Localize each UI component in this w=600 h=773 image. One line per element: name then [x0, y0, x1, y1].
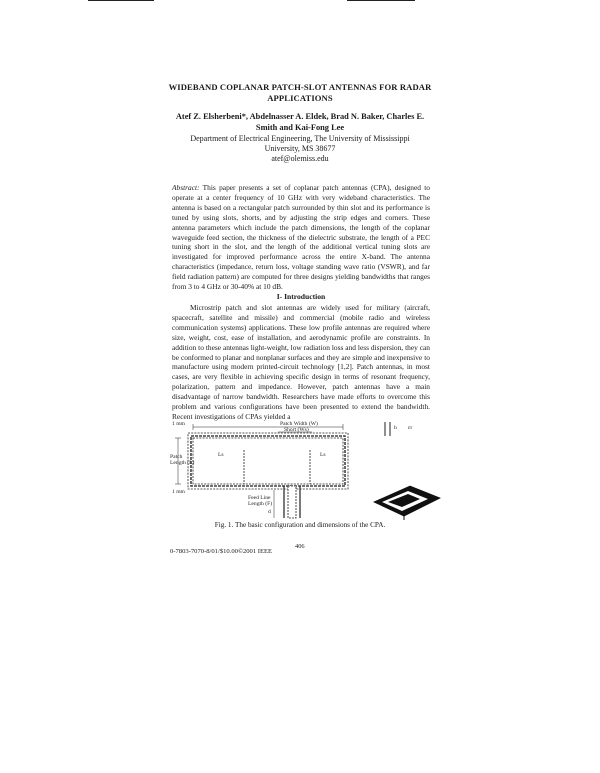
label-ls-right: Ls: [320, 452, 326, 458]
label-feed-2: Length (F): [248, 501, 273, 507]
figure-caption: Fig. 1. The basic configuration and dimensions of the CPA.: [214, 521, 386, 529]
label-feed-1: Feed Line: [248, 495, 271, 501]
section-heading-introduction: I- Introduction: [276, 292, 326, 301]
label-patch-width: Patch Width (W): [280, 421, 318, 427]
department: Department of Electrical Engineering, The University of Mississippi: [190, 134, 410, 143]
authors-line-1: Atef Z. Elsherbeni*, Abdelnasser A. Eldek, Brad N. Baker, Charles E.: [175, 112, 425, 121]
top-rule-left: [88, 0, 154, 1]
abstract: [172, 183, 430, 292]
authors-line-2: Smith and Kai-Fong Lee: [255, 122, 345, 132]
label-patch-length-2: Length (L): [170, 460, 195, 466]
title-line-2: APPLICATIONS: [267, 93, 333, 103]
title-line-1: WIDEBAND COPLANAR PATCH-SLOT ANTENNAS FOR RADAR: [168, 82, 432, 92]
abstract-text: This paper presents a set of coplanar patch antennas (CPA), designed to operate at a center frequency of 10 GHz with very wideband characteristics. The antenna is based on a rectangular patch surrounded by thin slot and its performance is tuned by using slots, shorts, and by adjusting the strip edges and corners. These antenna parameters which include the patch dimensions, the length of the coplanar waveguide feed section, the thickness of the dielectric substrate, the length of a PEC tuning short in the slot, and the length of the additional vertical tuning slots are investigated for improved performance across the entire X-band. The antenna characteristics (impedance, return loss, voltage standing wave ratio (VSWR), and far field radiation pattern) are computed for three designs yielding bandwidths that ranges from 3 to 4 GHz or 30-40% at 10 dB.: [172, 183, 430, 292]
label-short-ws: Short (Ws): [284, 427, 309, 433]
paper-title: [150, 82, 450, 104]
cpa-antenna-drawing: [175, 422, 390, 518]
city: University, MS 38677: [264, 144, 336, 153]
label-ls-left: Ls: [218, 452, 224, 458]
email: atef@olemiss.edu: [271, 154, 329, 163]
cpa-3d-inset: [374, 486, 440, 520]
label-slot-top: 1 mm: [172, 421, 185, 427]
label-d: d: [268, 509, 271, 515]
top-rule-right: [347, 0, 415, 1]
author-list: [170, 112, 430, 133]
abstract-lead: Abstract:: [172, 183, 200, 192]
label-patch-length-1: Patch: [170, 454, 183, 460]
isbn-footer: 0-7803-7070-8/01/$10.00©2001 IEEE: [170, 548, 273, 555]
cpa-figure: [170, 420, 445, 520]
label-er: εr: [408, 425, 413, 431]
affiliation: [190, 134, 410, 164]
label-substrate-h: h: [394, 425, 397, 431]
label-gap-1mm: 1 mm: [172, 489, 185, 495]
page-number: 406: [295, 543, 305, 550]
introduction-text: Microstrip patch and slot antennas are widely used for military (aircraft, spacecraft, satellite and missile) and commercial (mobile radio and wireless communication systems) applications. These low profile antennas are required where size, weight, cost, ease of installation, and aerodynamic profile are constraints. In addition to these antennas light-weight, low radiation loss and less dispersion, they can be conformed to planar and nonplanar surfaces and they are simple and inexpensive to manufacture using modern printed-circuit technology [1,2]. Patch antennas, in most cases, are very flexible in achieving specific design in terms of resonant frequency, polarization, pattern and impedance. However, patch antennas have a main disadvantage of narrow bandwidth. Researchers have made efforts to overcome this problem and various configurations have been presented to extend the bandwidth. Recent investigations of CPAs yielded a: [172, 303, 430, 421]
